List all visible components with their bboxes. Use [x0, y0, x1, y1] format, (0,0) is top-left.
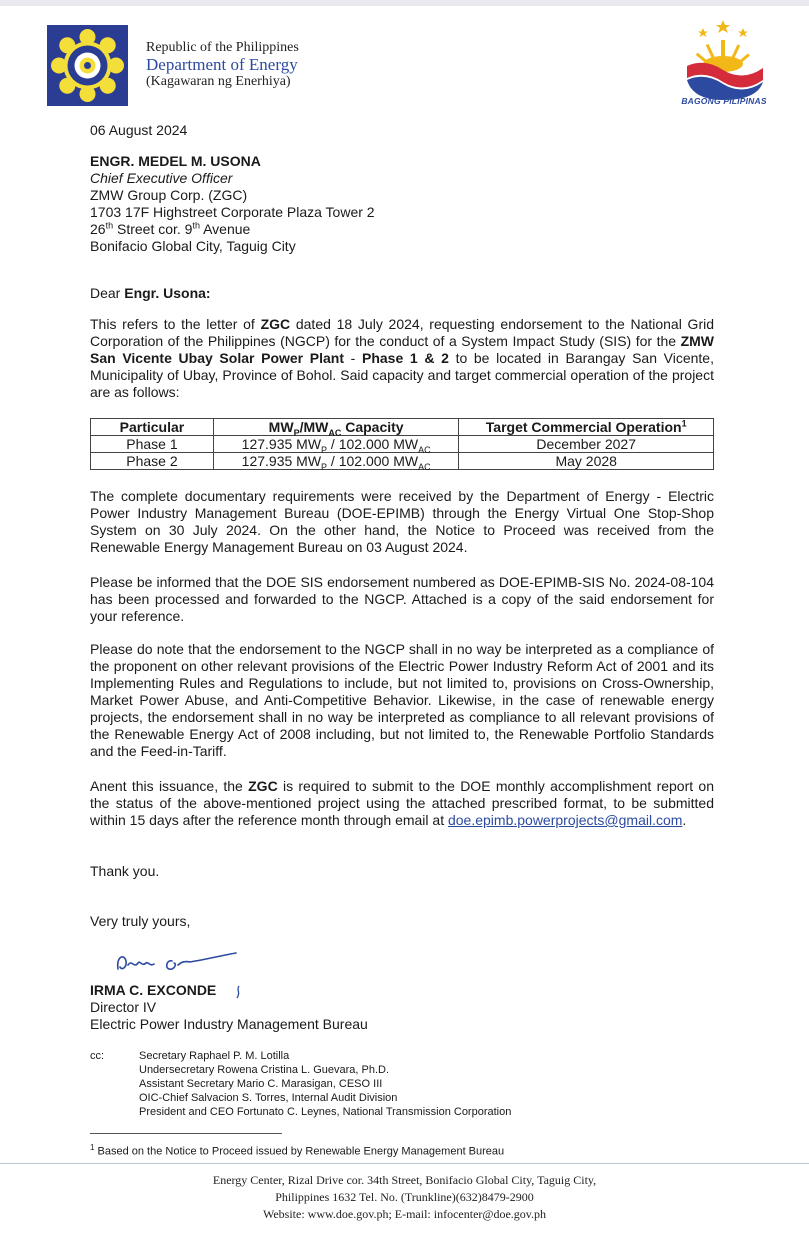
- signer-office: Electric Power Industry Management Bureau: [90, 1016, 368, 1032]
- recipient-address-line2: 26th Street cor. 9th Avenue: [90, 220, 251, 237]
- footer-divider: [0, 1163, 809, 1164]
- thank-you: Thank you.: [90, 863, 160, 879]
- footnote-divider: [90, 1133, 282, 1134]
- paragraph-intro: This refers to the letter of ZGC dated 18 July 2024, requesting endorsement to the National Grid Corporation of the Philippines (NGCP) for the conduct of a System Impact Study (SIS) for the ZMW San Vicente Ubay Solar Power Plant - Phase 1 & 2 to be located in Barangay San Vicente, Municipality of Ubay, Province of Bohol. Said capacity and target commercial operation of the project are as follows:: [90, 316, 715, 400]
- table-cell-target: May 2028: [459, 453, 714, 470]
- table-row: [91, 436, 714, 453]
- paragraph-reporting: Anent this issuance, the ZGC is required to submit to the DOE monthly accomplishment report on the status of the above-mentioned project using the attached prescribed format, to be submitted within 15 days after the reference month through email at doe.epimb.powerprojects@gmail.com.: [90, 778, 714, 828]
- signer-position: Director IV: [90, 999, 157, 1015]
- recipient-block: [90, 153, 375, 255]
- department-local-name: (Kagawaran ng Enerhiya): [146, 74, 291, 89]
- list-item: President and CEO Fortunato C. Leynes, National Transmission Corporation: [139, 1106, 512, 1118]
- table-header-row: [91, 419, 714, 436]
- recipient-title: Chief Executive Officer: [90, 170, 233, 186]
- table-cell-capacity: 127.935 $MW_P / 102.000$ $MW_{AC}$: [213, 436, 459, 453]
- recipient-company: ZMW Group Corp. (ZGC): [90, 187, 248, 203]
- letter-date: 06 August 2024: [90, 122, 188, 138]
- recipient-address-line1: 1703 17F Highstreet Corporate Plaza Tower 2: [90, 204, 375, 220]
- table-row: [91, 453, 714, 470]
- header-particular: Particular: [91, 419, 214, 436]
- bagong-pilipinas-label: BAGONG PILIPINAS: [681, 96, 767, 106]
- header-target: Target Commercial Operation$^1$: [459, 419, 714, 436]
- signer-block: [90, 982, 368, 1033]
- list-item: Undersecretary Rowena Cristina L. Guevara, Ph.D.: [139, 1064, 390, 1076]
- footer-phone: Philippines 1632 Tel. No. (Trunkline)(632)8479-2900: [275, 1190, 534, 1204]
- signer-name: IRMA C. EXCONDE: [90, 982, 217, 998]
- paragraph-requirements: The complete documentary requirements were received by the Department of Energy - Electric Power Industry Management Bureau (DOE-EPIMB) through the Energy Virtual One Stop-Shop System on 30 July 2024. On the other hand, the Notice to Proceed was received from the Renewable Energy Management Bureau on 03 August 2024.: [90, 488, 714, 555]
- cc-list: [139, 1049, 511, 1119]
- table-cell-target: December 2027: [459, 436, 714, 453]
- project-table: [90, 418, 714, 470]
- table-cell-phase: Phase 2: [91, 453, 214, 470]
- recipient-city: Bonifacio Global City, Taguig City: [90, 238, 296, 254]
- footer-address: Energy Center, Rizal Drive cor. 34th Street, Bonifacio Global City, Taguig City,: [212, 1173, 597, 1187]
- header-capacity: $MW_P/MW_{AC}$ Capacity: [213, 419, 459, 436]
- email-link[interactable]: doe.epimb.powerprojects@gmail.com: [447, 812, 683, 828]
- doe-seal-icon: [47, 25, 128, 106]
- top-edge: [0, 0, 809, 6]
- organization-header: [146, 40, 299, 90]
- signature-icon: [112, 947, 240, 977]
- page-footer: [0, 1172, 809, 1223]
- republic-label: Republic of the Philippines: [146, 40, 299, 55]
- closing: Very truly yours,: [90, 913, 191, 929]
- table-cell-phase: Phase 1: [91, 436, 214, 453]
- department-name: Department of Energy: [146, 55, 298, 74]
- table-cell-capacity: 127.935 $MW_P / 102.000$ $MW_{AC}$: [213, 453, 459, 470]
- list-item: Secretary Raphael P. M. Lotilla: [139, 1050, 290, 1062]
- list-item: Assistant Secretary Mario C. Marasigan, CESO III: [139, 1078, 383, 1090]
- paragraph-endorsement: Please be informed that the DOE SIS endorsement numbered as DOE-EPIMB-SIS No. 2024-08-104 has been processed and forwarded to the NGCP. Attached is a copy of the said endorsement for your reference.: [90, 574, 714, 624]
- salutation: Dear Engr. Usona:: [90, 285, 211, 301]
- cc-label: cc:: [90, 1050, 105, 1062]
- list-item: OIC-Chief Salvacion S. Torres, Internal Audit Division: [139, 1092, 398, 1104]
- footnote: $^1$ Based on the Notice to Proceed issued by Renewable Energy Management Bureau: [90, 1143, 505, 1158]
- footer-contact: Website: www.doe.gov.ph; E-mail: infocenter@doe.gov.ph: [262, 1207, 546, 1221]
- recipient-name: ENGR. MEDEL M. USONA: [90, 153, 261, 169]
- paragraph-compliance-note: Please do note that the endorsement to the NGCP shall in no way be interpreted as a compliance of the proponent on other relevant provisions of the Electric Power Industry Reform Act of 2001 and its Implementing Rules and Regulations to include, but not limited to, provisions on Cross-Ownership, Market Power Abuse, and Anti-Competitive Behavior. Likewise, in the case of renewable energy projects, the endorsement shall in no way be interpreted as compliance to all relevant provisions of the Renewable Energy Act of 2008 including, but not limited to, the Renewable Portfolio Standards and the Feed-in-Tariff.: [90, 641, 714, 759]
